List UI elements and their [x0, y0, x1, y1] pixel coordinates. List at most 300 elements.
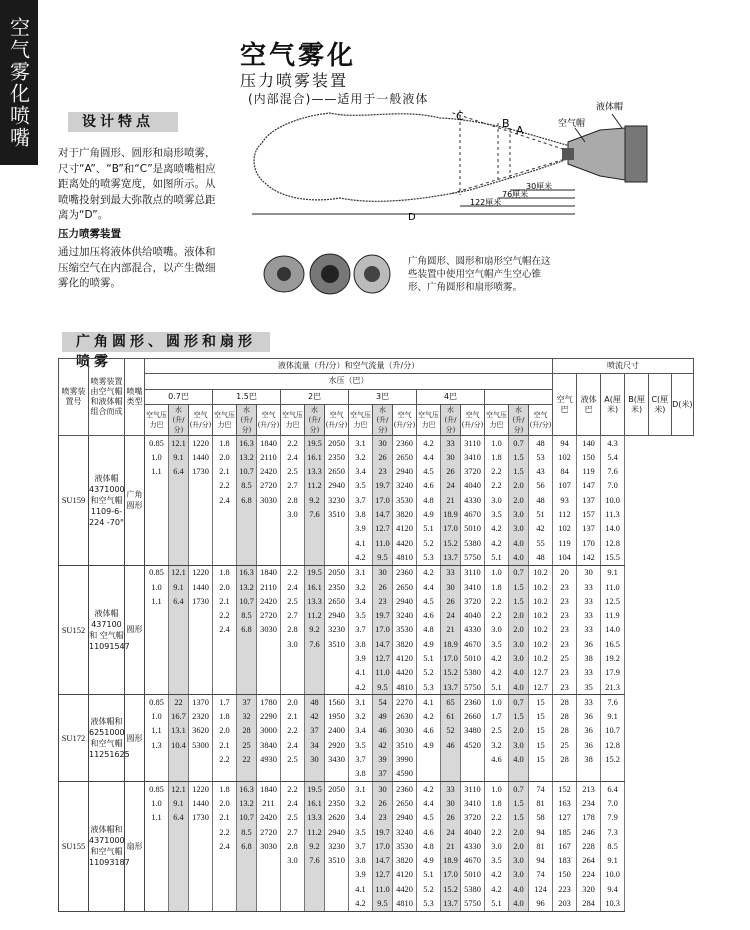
table-row — [59, 637, 694, 651]
table-cell — [189, 651, 213, 665]
table-cell: 4670 — [461, 507, 485, 521]
table-section-title: 广角圆形、圆形和扇形喷雾 — [62, 332, 270, 352]
table-cell: 4.5 — [417, 594, 441, 608]
table-cell — [145, 767, 169, 782]
table-cell: 1.7 — [213, 695, 237, 710]
table-cell: 28 — [237, 724, 257, 738]
table-cell: 18.9 — [441, 854, 461, 868]
features-text — [58, 146, 218, 295]
table-cell: 17.0 — [441, 522, 461, 536]
table-cell: 3030 — [393, 724, 417, 738]
table-cell: 2.8 — [281, 623, 305, 637]
table-cell — [237, 767, 257, 782]
table-cell: 4040 — [461, 825, 485, 839]
table-cell: 4.2 — [417, 565, 441, 580]
table-cell: 3.1 — [349, 695, 373, 710]
table-cell: 8.5 — [237, 825, 257, 839]
table-cell — [257, 854, 281, 868]
table-cell: 4.2 — [417, 435, 441, 450]
sub-header-sub-water: 水(升/分) — [373, 404, 393, 435]
table-cell: 2.0 — [509, 825, 529, 839]
table-row — [59, 896, 694, 911]
table-cell: 1.5 — [509, 464, 529, 478]
table-cell — [325, 767, 349, 782]
table-cell — [169, 666, 189, 680]
table-cell: 11.3 — [601, 507, 625, 521]
table-cell — [257, 522, 281, 536]
table-cell: 10.0 — [601, 493, 625, 507]
table-cell — [189, 854, 213, 868]
table-cell: 3.9 — [349, 651, 373, 665]
table-cell: 4.1 — [349, 536, 373, 550]
table-cell — [145, 493, 169, 507]
table-cell: 1840 — [257, 782, 281, 797]
table-cell — [237, 868, 257, 882]
table-cell: 2720 — [257, 825, 281, 839]
table-cell: 2.1 — [213, 464, 237, 478]
table-cell: 33 — [577, 594, 601, 608]
table-cell — [145, 637, 169, 651]
table-cell: 81 — [529, 839, 553, 853]
label-air-cap: 空气帽 — [558, 119, 586, 129]
table-cell: 3.0 — [281, 854, 305, 868]
sub-header-sub-air-p: 空气压力巴 — [417, 404, 441, 435]
table-cell: 1220 — [189, 435, 213, 450]
table-cell: 23 — [553, 666, 577, 680]
table-cell: 1730 — [189, 811, 213, 825]
table-cell: 213 — [577, 782, 601, 797]
table-cell: 17.0 — [373, 839, 393, 853]
table-cell: 3030 — [257, 623, 281, 637]
table-cell — [305, 896, 325, 911]
table-cell — [189, 882, 213, 896]
nozzle-tip — [562, 148, 574, 160]
table-cell: 2650 — [393, 450, 417, 464]
sub-header-sub-air-flow: 空气(升/分) — [325, 404, 349, 435]
table-cell: 12.1 — [169, 435, 189, 450]
table-cell: 119 — [577, 464, 601, 478]
table-cell: 203 — [553, 896, 577, 911]
table-cell: 3820 — [393, 507, 417, 521]
table-cell: 4.0 — [509, 536, 529, 550]
table-cell — [213, 666, 237, 680]
table-cell — [257, 767, 281, 782]
table-cell: 36 — [577, 637, 601, 651]
table-cell: 3410 — [461, 450, 485, 464]
table-cell: 19.5 — [305, 565, 325, 580]
table-cell: 3110 — [461, 565, 485, 580]
table-cell: 18.9 — [441, 637, 461, 651]
table-cell — [169, 868, 189, 882]
spray-type-cell: 圆形 — [125, 695, 145, 782]
table-cell: 10.2 — [529, 608, 553, 622]
table-cell: 38 — [577, 752, 601, 766]
table-cell: 2.2 — [485, 464, 509, 478]
table-row — [59, 493, 694, 507]
table-cell: 5750 — [461, 680, 485, 695]
col-setup-header: 喷雾装置由空气帽和液体帽组合而成 — [89, 359, 125, 436]
spray-type-cell: 扇形 — [125, 782, 145, 912]
size-liquid-header: 液体巴 — [577, 374, 601, 436]
table-cell — [325, 680, 349, 695]
table-cell: 150 — [553, 868, 577, 882]
table-cell: 5.2 — [417, 882, 441, 896]
table-cell: 3410 — [461, 580, 485, 594]
table-cell: 3510 — [325, 637, 349, 651]
table-cell — [145, 896, 169, 911]
table-cell: 224 — [577, 868, 601, 882]
table-cell: 2.2 — [213, 825, 237, 839]
size-a-header: A(厘米) — [601, 374, 625, 436]
table-cell: 23 — [553, 580, 577, 594]
table-cell — [305, 536, 325, 550]
table-cell — [325, 550, 349, 565]
table-cell: 4120 — [393, 868, 417, 882]
table-cell: 12.1 — [169, 782, 189, 797]
table-cell — [237, 854, 257, 868]
table-cell: 9.1 — [601, 710, 625, 724]
table-cell: 23 — [553, 680, 577, 695]
sub-header-sub-water: 水(升/分) — [441, 404, 461, 435]
table-cell: 8.5 — [237, 608, 257, 622]
table-cell: 2.2 — [213, 479, 237, 493]
table-cell: 94 — [529, 825, 553, 839]
table-cell: 4.9 — [417, 637, 441, 651]
side-tab: 空气雾化喷嘴 — [0, 0, 38, 165]
setup-cell: 液体帽和 4371000 和空气帽 11093187 — [89, 782, 125, 912]
table-cell: 2.4 — [281, 580, 305, 594]
spray-data-table — [58, 358, 694, 912]
table-cell: 6.4 — [601, 782, 625, 797]
table-cell: 3.8 — [349, 854, 373, 868]
table-cell: 12.8 — [601, 738, 625, 752]
table-cell — [145, 868, 169, 882]
table-cell: 5.1 — [417, 868, 441, 882]
table-cell — [281, 651, 305, 665]
table-cell — [213, 896, 237, 911]
table-cell: 3510 — [393, 738, 417, 752]
table-cell: 112 — [553, 507, 577, 521]
table-cell: 3.7 — [349, 623, 373, 637]
table-cell — [189, 839, 213, 853]
table-cell: 22 — [237, 752, 257, 766]
sub-header-sub-water: 水(升/分) — [237, 404, 257, 435]
table-cell: 2420 — [257, 594, 281, 608]
table-cell: 4.2 — [349, 896, 373, 911]
table-cell: 12.5 — [601, 594, 625, 608]
table-cell: 10.2 — [529, 565, 553, 580]
table-cell: 3.5 — [349, 825, 373, 839]
table-cell: 17.0 — [441, 868, 461, 882]
table-cell: 3.0 — [509, 522, 529, 536]
table-cell: 2110 — [257, 450, 281, 464]
table-cell — [189, 767, 213, 782]
table-cell: 1.0 — [145, 450, 169, 464]
table-cell: 2350 — [325, 450, 349, 464]
table-cell — [169, 896, 189, 911]
table-cell: 2630 — [393, 710, 417, 724]
table-cell: 13.2 — [237, 796, 257, 810]
table-cell: 4670 — [461, 854, 485, 868]
table-cell — [417, 752, 441, 766]
table-cell: 2110 — [257, 580, 281, 594]
table-cell: 2660 — [461, 710, 485, 724]
table-cell: 0.7 — [509, 435, 529, 450]
table-cell — [189, 752, 213, 766]
table-cell: 3.7 — [349, 752, 373, 766]
table-cell — [305, 550, 325, 565]
table-cell: 4330 — [461, 623, 485, 637]
table-cell: 4.1 — [349, 882, 373, 896]
table-cell: 3990 — [393, 752, 417, 766]
table-cell: 3110 — [461, 435, 485, 450]
table-cell: 1.8 — [485, 580, 509, 594]
spray-type-cell: 广角 圆形 — [125, 435, 145, 565]
table-cell: 1840 — [257, 565, 281, 580]
table-cell — [257, 637, 281, 651]
table-cell: 2320 — [189, 710, 213, 724]
table-cell: 15.2 — [441, 536, 461, 550]
table-cell: 74 — [529, 782, 553, 797]
table-cell: 1730 — [189, 594, 213, 608]
table-cell: 9.5 — [373, 550, 393, 565]
table-cell: 3.2 — [485, 738, 509, 752]
table-cell — [485, 767, 509, 782]
table-cell: 2270 — [393, 695, 417, 710]
table-cell: 23 — [553, 594, 577, 608]
table-cell: 42 — [529, 522, 553, 536]
table-cell: 2940 — [325, 479, 349, 493]
table-cell: 13.3 — [305, 464, 325, 478]
table-cell — [237, 536, 257, 550]
table-cell: 3510 — [325, 507, 349, 521]
table-cell: 3.5 — [349, 738, 373, 752]
table-cell: 25 — [553, 738, 577, 752]
table-cell: 185 — [553, 825, 577, 839]
table-cell — [237, 882, 257, 896]
features-header: 设计特点 — [68, 112, 178, 132]
table-cell: 3.4 — [349, 724, 373, 738]
table-cell: 9.5 — [373, 896, 393, 911]
table-cell: 9.5 — [373, 680, 393, 695]
label-d: D — [408, 212, 416, 223]
table-cell: 3.8 — [349, 507, 373, 521]
table-cell: 2.2 — [485, 811, 509, 825]
table-cell: 4.6 — [485, 752, 509, 766]
table-cell: 4.6 — [417, 724, 441, 738]
table-cell: 140 — [577, 435, 601, 450]
table-cell: 4.2 — [485, 666, 509, 680]
table-cell: 2650 — [393, 580, 417, 594]
table-cell: 1.0 — [145, 580, 169, 594]
table-cell: 3840 — [257, 738, 281, 752]
table-cell — [145, 825, 169, 839]
air-cap-photos — [262, 248, 392, 298]
table-cell: 6.4 — [169, 811, 189, 825]
table-cell: 3.5 — [485, 854, 509, 868]
pressure-07-header: 0.7巴 — [145, 389, 213, 404]
table-cell: 2050 — [325, 782, 349, 797]
table-cell: 4.0 — [509, 752, 529, 766]
pressure-2-header: 2巴 — [281, 389, 349, 404]
table-cell: 3.2 — [349, 450, 373, 464]
table-cell: 17.0 — [373, 623, 393, 637]
table-cell: 0.85 — [145, 565, 169, 580]
table-cell: 4.4 — [417, 796, 441, 810]
table-cell: 3.2 — [349, 580, 373, 594]
table-cell: 17.9 — [601, 666, 625, 680]
table-cell: 16.3 — [237, 565, 257, 580]
table-cell: 52 — [441, 724, 461, 738]
table-cell: 2350 — [325, 580, 349, 594]
table-cell — [189, 896, 213, 911]
table-cell: 1950 — [325, 710, 349, 724]
table-cell: 4.4 — [417, 580, 441, 594]
table-cell: 21 — [441, 493, 461, 507]
table-cell — [281, 767, 305, 782]
table-cell: 2.0 — [213, 450, 237, 464]
table-cell: 25 — [553, 651, 577, 665]
table-row — [59, 854, 694, 868]
table-cell: 8.5 — [237, 479, 257, 493]
table-cell — [145, 479, 169, 493]
table-cell — [189, 680, 213, 695]
table-row — [59, 710, 694, 724]
table-cell: 56 — [529, 479, 553, 493]
table-cell — [145, 666, 169, 680]
table-cell — [281, 666, 305, 680]
table-cell: 14.7 — [373, 637, 393, 651]
table-cell: 23 — [553, 623, 577, 637]
table-cell: 2.4 — [281, 450, 305, 464]
sub-header-sub-water: 水(升/分) — [169, 404, 189, 435]
table-cell: 26 — [373, 450, 393, 464]
table-cell: 21 — [441, 839, 461, 853]
table-cell: 2.0 — [213, 724, 237, 738]
pressure-3-header: 3巴 — [349, 389, 417, 404]
table-cell: 19.7 — [373, 479, 393, 493]
table-cell — [325, 522, 349, 536]
table-cell: 3530 — [393, 623, 417, 637]
table-cell: 26 — [441, 464, 461, 478]
table-cell — [257, 882, 281, 896]
table-cell: 3.8 — [349, 637, 373, 651]
size-c-header: C(厘米) — [649, 374, 671, 436]
table-cell: 11.2 — [305, 479, 325, 493]
table-cell: 16.5 — [601, 637, 625, 651]
table-cell: 3720 — [461, 464, 485, 478]
sub-header-sub-water: 水(升/分) — [305, 404, 325, 435]
table-cell: 2650 — [393, 796, 417, 810]
table-cell: 5.2 — [417, 536, 441, 550]
table-cell: 3.1 — [349, 435, 373, 450]
table-cell: 10.3 — [601, 896, 625, 911]
table-cell: 28 — [553, 710, 577, 724]
pressure-blank-header — [485, 389, 553, 404]
table-cell: 4.2 — [485, 651, 509, 665]
table-cell — [169, 637, 189, 651]
table-cell: 3720 — [461, 811, 485, 825]
table-cell: 4.8 — [417, 623, 441, 637]
table-cell: 2290 — [257, 710, 281, 724]
table-cell: 234 — [577, 796, 601, 810]
table-cell: 15 — [529, 710, 553, 724]
table-cell — [577, 767, 601, 782]
table-cell: 21.3 — [601, 680, 625, 695]
table-cell: 4.2 — [417, 782, 441, 797]
table-cell: 137 — [577, 522, 601, 536]
table-cell: 48 — [529, 435, 553, 450]
dim-122-label: 122厘米 — [470, 198, 502, 207]
table-cell — [257, 680, 281, 695]
table-cell: 5010 — [461, 522, 485, 536]
table-cell: 1220 — [189, 565, 213, 580]
table-cell: 2.4 — [213, 623, 237, 637]
table-cell: 10.2 — [529, 651, 553, 665]
table-cell: 3.9 — [349, 868, 373, 882]
table-cell: 11.0 — [601, 580, 625, 594]
table-cell: 7.0 — [601, 796, 625, 810]
table-cell: 39 — [373, 752, 393, 766]
table-cell: 32 — [237, 710, 257, 724]
table-cell: 1840 — [257, 435, 281, 450]
table-cell: 58 — [529, 811, 553, 825]
table-cell: 3.8 — [349, 767, 373, 782]
table-cell — [213, 536, 237, 550]
table-cell: 9.1 — [601, 854, 625, 868]
table-cell: 36 — [577, 710, 601, 724]
table-cell: 5.2 — [417, 666, 441, 680]
table-cell: 2420 — [257, 811, 281, 825]
table-cell: 10.7 — [237, 594, 257, 608]
sub-header-sub-air-flow: 空气(升/分) — [257, 404, 281, 435]
table-cell: 12.7 — [529, 680, 553, 695]
table-cell — [417, 767, 441, 782]
table-cell: 3230 — [325, 623, 349, 637]
table-cell: 150 — [577, 450, 601, 464]
table-cell: 2.1 — [213, 594, 237, 608]
table-cell: 42 — [373, 738, 393, 752]
table-row — [59, 608, 694, 622]
table-cell: 3.2 — [349, 710, 373, 724]
table-cell: 3820 — [393, 637, 417, 651]
table-row — [59, 536, 694, 550]
table-cell: 223 — [553, 882, 577, 896]
table-cell: 7.3 — [601, 825, 625, 839]
table-cell: 4.2 — [485, 522, 509, 536]
table-cell: 2360 — [461, 695, 485, 710]
table-cell: 2.2 — [485, 479, 509, 493]
table-cell: 0.85 — [145, 695, 169, 710]
sub-header-sub-air-p: 空气压力巴 — [281, 404, 305, 435]
flow-group-header: 液体流量（升/分）和空气流量（升/分） — [145, 359, 553, 374]
table-cell: 3510 — [325, 854, 349, 868]
table-cell: 7.6 — [601, 695, 625, 710]
table-cell: 2.0 — [281, 695, 305, 710]
table-cell: 2400 — [325, 724, 349, 738]
table-cell: 16.7 — [169, 710, 189, 724]
label-b: B — [502, 117, 510, 130]
table-cell: 2.0 — [509, 623, 529, 637]
table-cell — [189, 479, 213, 493]
table-cell: 13.1 — [169, 724, 189, 738]
table-cell: 4.2 — [485, 536, 509, 550]
table-cell: 1.0 — [485, 782, 509, 797]
sub-header-sub-air-flow: 空气(升/分) — [393, 404, 417, 435]
table-cell: 3030 — [257, 493, 281, 507]
table-cell: 5.1 — [485, 550, 509, 565]
table-cell: 1440 — [189, 450, 213, 464]
